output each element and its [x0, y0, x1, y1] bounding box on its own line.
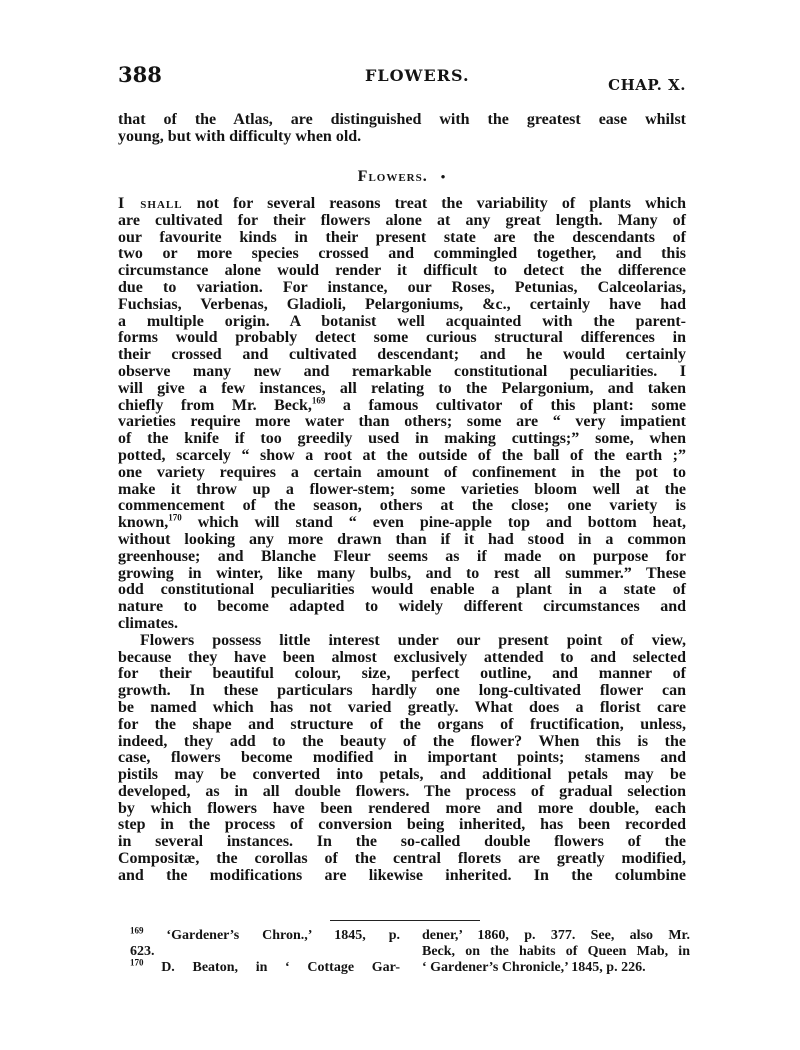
footnote-ref-170: 170 [168, 512, 182, 523]
text-line: in several instances. In the so-called double flowers of the [118, 833, 686, 851]
text-line: varieties require more water than others; some are “ very impatient [118, 413, 686, 431]
text-line: without looking any more drawn than if it had stood in a common [118, 530, 686, 548]
text-line: and the modifications are likewise inherited. In the columbine [118, 866, 686, 884]
text-line: a multiple origin. A botanist well acquainted with the parent- [118, 312, 686, 330]
chapter-label: CHAP. X. [608, 76, 686, 94]
text-line: potted, scarcely “ show a root at the outside of the ball of the earth ;” [118, 446, 686, 464]
footnote-line: ‘ Gardener’s Chronicle,’ 1845, p. 226. [422, 960, 646, 975]
opening-words: I shall [118, 195, 183, 212]
text-line: that of the Atlas, are distinguished with the greatest ease whilst [118, 111, 686, 128]
text-line: commencement of the season, others at the close; one variety is [118, 497, 686, 515]
text-line: one variety requires a certain amount of confinement in the pot to [118, 463, 686, 481]
footnotes-left [130, 925, 400, 976]
text-line: of the knife if too greedily used in making cuttings;” some, when [118, 430, 686, 448]
text-line: due to variation. For instance, our Roses, Petunias, Calceolarias, [118, 278, 686, 296]
intro-text [118, 112, 686, 146]
text-line: young, but with difficulty when old. [118, 127, 362, 145]
section-title: Flowers. [357, 168, 428, 185]
text-line: make it throw up a flower-stem; some varieties bloom well at the [118, 480, 686, 498]
text-line: because they have been almost exclusively attended to and selected [118, 648, 686, 666]
text-line: step in the process of conversion being inherited, has been recorded [118, 816, 686, 834]
text-line: will give a few instances, all relating to the Pelargonium, and taken [118, 379, 686, 397]
text-line: known,$^{170}$ which will stand “ even pine-apple top and bottom heat, [118, 512, 686, 532]
footnote-169-cont: 623. [130, 944, 155, 959]
body-text [118, 196, 686, 885]
text-line: case, flowers become modified in important points; stamens and [118, 749, 686, 767]
text-line: developed, as in all double flowers. The process of gradual selection [118, 782, 686, 800]
text-line: growing in winter, like many bulbs, and to rest all summer.” These [118, 564, 686, 582]
footnote-ref-169: 169 [311, 395, 326, 406]
text-line: chiefly from Mr. Beck,$^{169}$ a famous cultivator of this plant: some [118, 395, 687, 414]
page-number: 388 [118, 62, 162, 87]
text-line: their crossed and cultivated descendant; and he would certainly [118, 346, 686, 364]
text-line: two or more species crossed and commingled together, and this [118, 245, 686, 263]
footnote-line: dener,’ 1860, p. 377. See, also Mr. [422, 928, 690, 943]
bullet-mark: • [440, 169, 447, 184]
text-line: circumstance alone would render it difficult to detect the difference [118, 262, 686, 280]
text-line: Fuchsias, Verbenas, Gladioli, Pelargoniums, &c., certainly have had [118, 295, 686, 313]
text-line: climates. [118, 614, 178, 632]
page-header [118, 62, 690, 92]
text-line: nature to become adapted to widely different circumstances and [118, 598, 686, 616]
text-line: are cultivated for their flowers alone at any great length. Many of [118, 211, 686, 229]
text-line: by which flowers have been rendered more and more double, each [118, 799, 686, 817]
text-line: for their beautiful colour, size, perfect outline, and manner of [118, 665, 686, 683]
text-line: our favourite kinds in their present state are the descendants of [118, 228, 686, 246]
text-line: forms would probably detect some curious structural differences in [118, 329, 686, 347]
text-line: greenhouse; and Blanche Fleur seems as if made on purpose for [118, 547, 686, 565]
text-line: growth. In these particulars hardly one long-cultivated flower can [118, 682, 686, 700]
running-title: FLOWERS. [365, 66, 470, 85]
footnote-line: Beck, on the habits of Queen Mab, in [422, 944, 690, 959]
section-heading [118, 168, 686, 186]
text-line: observe many new and remarkable constitutional peculiarities. I [118, 362, 686, 380]
text-line: indeed, they add to the beauty of the flower? When this is the [118, 732, 686, 750]
footnote-169: $^{169}$ ‘Gardener’s Chron.,’ 1845, p. [130, 925, 400, 943]
text-line: odd constitutional peculiarities would enable a plant in a state of [118, 581, 686, 599]
footnote-170: $^{170}$ D. Beaton, in ‘ Cottage Gar- [130, 957, 400, 975]
footnote-divider [330, 920, 480, 921]
text-line: for the shape and structure of the organs of fructification, unless, [118, 715, 686, 733]
text-line: Compositæ, the corollas of the central florets are greatly modified, [118, 850, 686, 868]
text-line: pistils may be converted into petals, and additional petals may be [118, 766, 686, 784]
text-line: be named which has not varied greatly. What does a florist care [118, 698, 686, 716]
text-line: Flowers possess little interest under our present point of view, [140, 631, 686, 649]
text-line: I shall not for several reasons treat the variability of plants which [118, 195, 686, 212]
footnotes-right [422, 928, 690, 976]
